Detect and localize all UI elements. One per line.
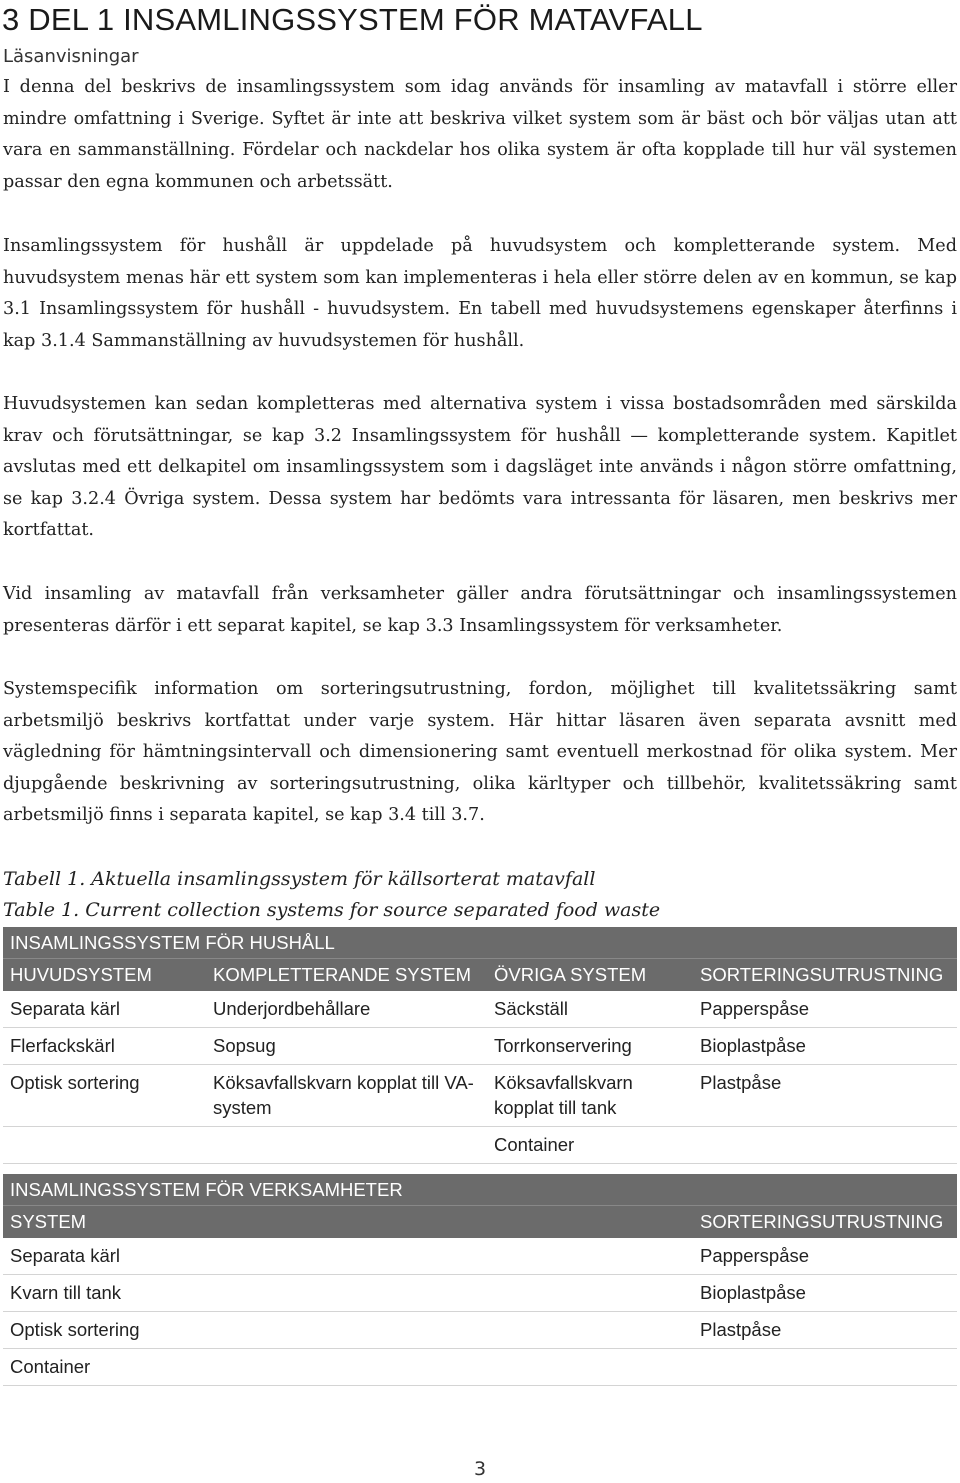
column-header: ÖVRIGA SYSTEM	[487, 959, 693, 992]
businesses-table-title: INSAMLINGSSYSTEM FÖR VERKSAMHETER	[3, 1174, 957, 1206]
table-cell: Flerfackskärl	[3, 1028, 206, 1065]
paragraph-complementary-systems: Huvudsystemen kan sedan kompletteras med alternativa system i vissa bostadsområden med särskilda krav och förutsättningar, se kap 3.2 Insamlingssystem för hushåll — kompletterande system. Kapitlet avslutas med ett delkapitel om insamlingssystem som i dagsläget inte används i någon större omfattning, se kap 3.2.4 Övriga system. Dessa system har bedömts vara intressanta för läsaren, men beskrivs mer kortfattat.	[3, 394, 957, 540]
table-cell: Säckställ	[487, 991, 693, 1028]
table-cell: Kvarn till tank	[3, 1275, 693, 1312]
table-row	[3, 1127, 957, 1164]
table-cell: Plastpåse	[693, 1065, 957, 1127]
table-cell: Sopsug	[206, 1028, 487, 1065]
table-cell	[206, 1127, 487, 1164]
table-cell: Köksavfallskvarn kopplat till VA-system	[206, 1065, 487, 1127]
paragraph-main-systems: Insamlingssystem för hushåll är uppdelade på huvudsystem och kompletterande system. Med huvudsystem menas här ett system som kan implementeras i hela eller större delen av en kommun, se kap 3.1 Insamlingssystem för hushåll - huvudsystem. En tabell med huvudsystemens egenskaper återfinns i kap 3.1.4 Sammanställning av huvudsystemen för hushåll.	[3, 236, 957, 351]
paragraph-intro: I denna del beskrivs de insamlingssystem som idag används för insamling av matavfall i större eller mindre omfattning i Sverige. Syftet är inte att beskriva vilket system som är bäst och bör väljas utan att vara en sammanställning. Fördelar och nackdelar hos olika system är ofta kopplade till hur väl systemen passar den egna kommunen och arbetssätt.	[3, 77, 957, 192]
table-cell: Separata kärl	[3, 1238, 693, 1275]
table-cell: Container	[3, 1349, 693, 1386]
table-cell: Underjordbehållare	[206, 991, 487, 1028]
table-cell: Container	[487, 1127, 693, 1164]
businesses-table	[3, 1174, 957, 1386]
paragraph-system-info: Systemspecifik information om sorteringsutrustning, fordon, möjlighet till kvalitetssäkring samt arbetsmiljö beskrivs kortfattat under varje system. Här hittar läsaren även separata avsnitt med vägledning för hämtningsintervall och dimensionering samt eventuell merkostnad för olika system. Mer djupgående beskrivning av sorteringsutrustning, olika kärltyper och tillbehör, kvalitetssäkring samt arbetsmiljö finns i separata kapitel, se kap 3.4 till 3.7.	[3, 679, 957, 825]
column-header: HUVUDSYSTEM	[3, 959, 206, 992]
households-table-title: INSAMLINGSSYSTEM FÖR HUSHÅLL	[3, 927, 957, 959]
table-row	[3, 1349, 957, 1386]
paragraph-businesses: Vid insamling av matavfall från verksamheter gäller andra förutsättningar och insamlingssystemen presenteras därför i ett separat kapitel, se kap 3.3 Insamlingssystem för verksamheter.	[3, 584, 957, 636]
table-cell	[3, 1127, 206, 1164]
column-header: SYSTEM	[3, 1206, 693, 1239]
table-cell	[693, 1349, 957, 1386]
table-cell: Bioplastpåse	[693, 1028, 957, 1065]
chapter-heading: 3 DEL 1 INSAMLINGSSYSTEM FÖR MATAVFALL	[2, 2, 703, 37]
table-caption-english: Table 1. Current collection systems for source separated food waste	[3, 899, 661, 921]
table-row	[3, 1312, 957, 1349]
table-cell: Plastpåse	[693, 1312, 957, 1349]
table-row	[3, 991, 957, 1028]
table-row	[3, 1238, 957, 1275]
table-cell: Papperspåse	[693, 991, 957, 1028]
table-cell: Optisk sortering	[3, 1065, 206, 1127]
column-header: KOMPLETTERANDE SYSTEM	[206, 959, 487, 992]
table-cell: Köksavfallskvarn kopplat till tank	[487, 1065, 693, 1127]
households-table	[3, 927, 957, 1164]
table-cell: Optisk sortering	[3, 1312, 693, 1349]
table-row	[3, 1275, 957, 1312]
column-header: SORTERINGSUTRUSTNING	[693, 959, 957, 992]
table-cell: Torrkonservering	[487, 1028, 693, 1065]
page-number: 3	[473, 1458, 487, 1480]
table-cell: Bioplastpåse	[693, 1275, 957, 1312]
column-header: SORTERINGSUTRUSTNING	[693, 1206, 957, 1239]
table-row	[3, 1028, 957, 1065]
table-row	[3, 1065, 957, 1127]
table-cell: Papperspåse	[693, 1238, 957, 1275]
table-caption-swedish: Tabell 1. Aktuella insamlingssystem för källsorterat matavfall	[3, 868, 596, 890]
reading-guide-subheading: Läsanvisningar	[3, 46, 139, 67]
table-cell	[693, 1127, 957, 1164]
table-cell: Separata kärl	[3, 991, 206, 1028]
